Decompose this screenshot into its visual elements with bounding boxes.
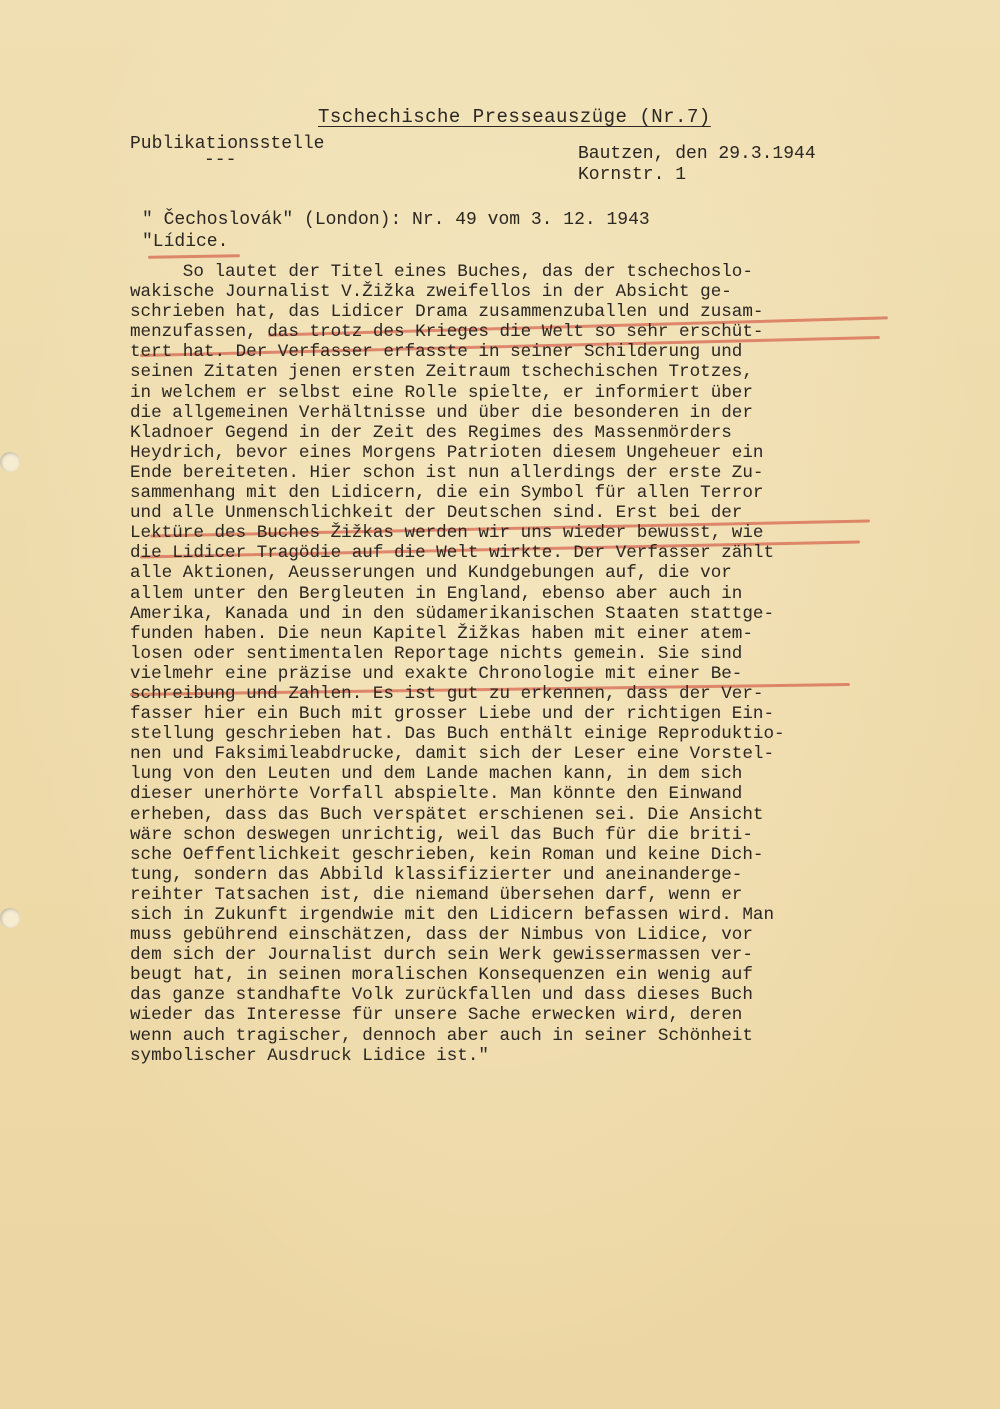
body-line: sich in Zukunft irgendwie mit den Lidicern befassen wird. Man (130, 905, 775, 925)
address: Kornstr. 1 (578, 165, 687, 185)
pencil-underline (148, 254, 240, 259)
body-line: erheben, dass das Buch verspätet erschienen sei. Die Ansicht (130, 804, 764, 825)
body-line: sammenhang mit den Lidicern, die ein Symbol für allen Terror (130, 483, 764, 504)
body-line: reihter Tatsachen ist, die niemand übersehen darf, wenn er (130, 884, 743, 905)
body-line: sche Oeffentlichkeit geschrieben, kein Roman und keine Dich- (130, 844, 764, 865)
body-line: das ganze standhafte Volk zurückfallen und dass dieses Buch (130, 985, 753, 1006)
body-line: die Lidicer Tragödie auf die Welt wirkte. Der Verfasser zählt (130, 543, 775, 564)
body-line: und alle Unmenschlichkeit der Deutschen sind. Erst bei der (130, 503, 743, 524)
body-line: muss gebührend einschätzen, dass der Nimbus von Lidice, vor (130, 925, 753, 946)
body-line: funden haben. Die neun Kapitel Žižkas haben mit einer atem- (130, 623, 753, 644)
body-line: Lektüre des Buches Žižkas werden wir uns wieder bewusst, wie (130, 523, 764, 544)
punch-hole-bottom (0, 908, 20, 928)
place-date: Bautzen, den 29.3.1944 (578, 144, 816, 164)
body-line: dieser unerhörte Vorfall abspielte. Man könnte den Einwand (130, 784, 743, 805)
body-line: schreibung und Zahlen. Es ist gut zu erkennen, dass der Ver- (130, 683, 764, 704)
body-line: wenn auch tragischer, dennoch aber auch in seiner Schönheit (130, 1025, 753, 1046)
body-line: in welchem er selbst eine Rolle spielte, er informiert über (130, 382, 753, 403)
body-line: nen und Faksimileabdrucke, damit sich der Leser eine Vorstel- (130, 744, 775, 765)
body-line: Ende bereiteten. Hier schon ist nun allerdings der erste Zu- (130, 462, 764, 483)
body-line: wäre schon deswegen unrichtig, weil das Buch für die briti- (130, 824, 753, 845)
body-line: Heydrich, bevor eines Morgens Patrioten diesem Ungeheuer ein (130, 442, 764, 463)
body-line: die allgemeinen Verhältnisse und über die besonderen in der (130, 402, 753, 423)
body-line: wakische Journalist V.Žižka zweifellos in der Absicht ge- (130, 282, 732, 303)
place-date-block (578, 144, 816, 186)
body-line: alle Aktionen, Aeusserungen und Kundgebungen auf, die vor (130, 563, 732, 584)
body-line: symbolischer Ausdruck Lidice ist." (130, 1045, 489, 1066)
body-line: losen oder sentimentalen Reportage nichts gemein. Sie sind (130, 643, 743, 664)
body-line: vielmehr eine präzise und exakte Chronologie mit einer Be- (130, 663, 743, 684)
body-line: tert hat. Der Verfasser erfasste in seiner Schilderung und (130, 342, 743, 363)
body-line: So lautet der Titel eines Buches, das der tschechoslo- (130, 262, 753, 282)
body-line: Amerika, Kanada und in den südamerikanischen Staaten stattge- (130, 603, 775, 624)
body-line: beugt hat, in seinen moralischen Konsequenzen ein wenig auf (130, 965, 753, 986)
document-title: Tschechische Presseauszüge (Nr.7) (318, 106, 711, 128)
body-line: schrieben hat, das Lidicer Drama zusammenzuballen und zusam- (130, 302, 764, 323)
body-line: allem unter den Bergleuten in England, ebenso aber auch in (130, 583, 743, 604)
body-line: seinen Zitaten jenen ersten Zeitraum tschechischen Trotzes, (130, 362, 753, 383)
office-dash: --- (204, 150, 237, 170)
office-name: Publikationsstelle (130, 134, 325, 154)
source-line: " Čechoslovák" (London): Nr. 49 vom 3. 12. 1943 (142, 210, 650, 230)
body-line: wieder das Interesse für unsere Sache erwecken wird, deren (130, 1005, 743, 1026)
punch-hole-top (0, 452, 20, 472)
body-line: tung, sondern das Abbild klassifizierter und aneinanderge- (130, 864, 743, 885)
body-line: menzufassen, das trotz des Krieges die Welt so sehr erschüt- (130, 322, 764, 343)
body-text (130, 262, 890, 1066)
body-line: dem sich der Journalist durch sein Werk gewissermassen ver- (130, 945, 753, 966)
body-line: stellung geschrieben hat. Das Buch enthält einige Reproduktio- (130, 724, 785, 745)
body-line: lung von den Leuten und dem Lande machen kann, in dem sich (130, 764, 743, 785)
body-line: Kladnoer Gegend in der Zeit des Regimes des Massenmörders (130, 422, 732, 443)
subject-line: "Lídice. (142, 232, 229, 252)
body-line: fasser hier ein Buch mit grosser Liebe und der richtigen Ein- (130, 704, 775, 725)
